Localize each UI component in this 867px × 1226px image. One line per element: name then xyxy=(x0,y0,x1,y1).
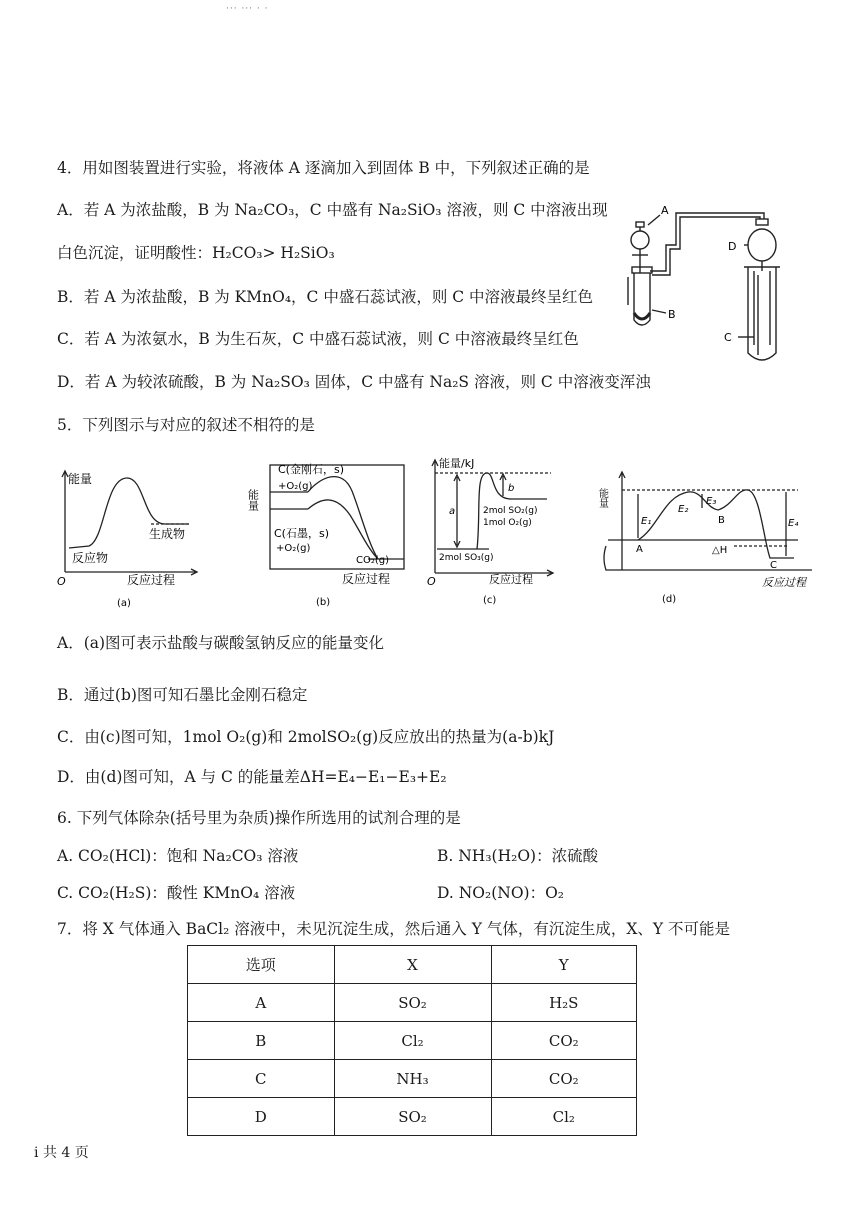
top-scan-mark: ··· ··· · · xyxy=(226,4,269,14)
q6-option-d: D. NO₂(NO)：O₂ xyxy=(437,884,564,902)
chart-b-upper-curve xyxy=(308,477,378,559)
chart-d-e4: E₄ xyxy=(788,518,799,529)
chart-d-e2: E₂ xyxy=(678,504,689,515)
q4-option-b: B．若 A 为浓盐酸，B 为 KMnO₄，C 中盛石蕊试液，则 C 中溶液最终呈红色 xyxy=(57,288,594,306)
chart-c-so2: 2mol SO₂(g) xyxy=(483,506,538,516)
q4-option-a-line1: A．若 A 为浓盐酸，B 为 Na₂CO₃，C 中盛有 Na₂SiO₃ 溶液，则 C 中溶液出现 xyxy=(57,201,608,219)
q7-cell: Cl₂ xyxy=(491,1098,637,1136)
chart-c-a: a xyxy=(449,506,456,517)
chart-d-caption: (d) xyxy=(662,594,677,605)
q4-apparatus-diagram xyxy=(620,195,790,370)
chart-d-state-a: A xyxy=(636,544,643,555)
chart-b-diamond: C(金刚石，s) xyxy=(278,463,344,476)
chart-b-co2: CO₂(g) xyxy=(356,555,390,566)
chart-b-graphite: C(石墨，s) xyxy=(274,527,329,540)
q7-table-header-row xyxy=(188,946,637,984)
funnel-bulb xyxy=(631,231,649,249)
q5-stem: 5．下列图示与对应的叙述不相符的是 xyxy=(57,416,315,434)
chart-b xyxy=(246,455,410,618)
q6-option-b: B. NH₃(H₂O)：浓硫酸 xyxy=(437,847,599,865)
chart-a-reactant: 反应物 xyxy=(72,551,109,565)
q7-cell: B xyxy=(188,1022,335,1060)
q7-cell: CO₂ xyxy=(491,1022,637,1060)
chart-c-origin: O xyxy=(427,575,436,588)
chart-b-ylabel: 能量 xyxy=(246,489,260,511)
table-row xyxy=(188,1060,637,1098)
q7-cell: SO₂ xyxy=(334,984,491,1022)
label-c: C xyxy=(724,331,732,344)
q7-cell: A xyxy=(188,984,335,1022)
chart-d-curve-2 xyxy=(718,490,794,558)
chart-c-caption: (c) xyxy=(483,595,497,606)
q4-option-d: D．若 A 为较浓硫酸，B 为 Na₂SO₃ 固体，C 中盛有 Na₂S 溶液，则 C 中溶液变浑浊 xyxy=(57,373,651,391)
chart-d-state-c: C xyxy=(770,560,777,571)
chart-b-graphite-o2: +O₂(g) xyxy=(276,543,311,554)
chart-d-dh: △H xyxy=(712,545,728,556)
chart-b-caption: (b) xyxy=(316,597,331,608)
page-count: 共 4 页 xyxy=(42,1145,89,1161)
q6-option-a: A. CO₂(HCl)：饱和 Na₂CO₃ 溶液 xyxy=(57,847,299,865)
q5-option-d: D．由(d)图可知，A 与 C 的能量差ΔH=E₄−E₁−E₃+E₂ xyxy=(57,768,447,786)
q7-cell: D xyxy=(188,1098,335,1136)
q5-option-c: C．由(c)图可知，1mol O₂(g)和 2molSO₂(g)反应放出的热量为(a-b)kJ xyxy=(57,728,555,746)
chart-c-xlabel: 反应过程 xyxy=(489,573,533,586)
q7-cell: C xyxy=(188,1060,335,1098)
chart-d-e3: E₃ xyxy=(706,496,717,507)
chart-a-xlabel: 反应过程 xyxy=(127,573,176,587)
q5-option-a: A．(a)图可表示盐酸与碳酸氢钠反应的能量变化 xyxy=(57,634,385,652)
page-footer xyxy=(34,1142,89,1162)
q7-cell: NH₃ xyxy=(334,1060,491,1098)
q7-cell: CO₂ xyxy=(491,1060,637,1098)
q4-option-c: C．若 A 为浓氨水，B 为生石灰，C 中盛石蕊试液，则 C 中溶液最终呈红色 xyxy=(57,330,579,348)
chart-a xyxy=(55,468,205,618)
footer-mark: i xyxy=(34,1145,39,1161)
chart-c-b: b xyxy=(508,483,515,494)
chart-a-caption: (a) xyxy=(117,598,131,609)
table-row xyxy=(188,1098,637,1136)
q7-header-x: X xyxy=(334,946,491,984)
q6-stem: 6. 下列气体除杂(括号里为杂质)操作所选用的试剂合理的是 xyxy=(57,809,461,827)
q7-header-y: Y xyxy=(491,946,637,984)
chart-a-product: 生成物 xyxy=(149,527,186,541)
q7-table xyxy=(187,945,637,1136)
label-a: A xyxy=(661,204,669,217)
label-b: B xyxy=(668,308,676,321)
q7-stem: 7．将 X 气体通入 BaCl₂ 溶液中，未见沉淀生成，然后通入 Y 气体，有沉淀生成，X、Y 不可能是 xyxy=(57,920,731,938)
chart-d-xlabel: 反应过程 xyxy=(762,576,806,589)
label-d: D xyxy=(728,240,737,253)
chart-d-e1: E₁ xyxy=(641,516,652,527)
q7-cell: Cl₂ xyxy=(334,1022,491,1060)
chart-c-ylabel: 能量/kJ xyxy=(439,457,475,470)
chart-c-so3: 2mol SO₃(g) xyxy=(439,553,494,563)
chart-c xyxy=(425,453,565,611)
chart-b-xlabel: 反应过程 xyxy=(342,572,391,586)
chart-a-origin: O xyxy=(57,575,66,588)
q4-option-a-line2: 白色沉淀，证明酸性：H₂CO₃> H₂SiO₃ xyxy=(57,244,335,262)
table-row xyxy=(188,984,637,1022)
q7-cell: H₂S xyxy=(491,984,637,1022)
chart-d-ylabel: 能量 xyxy=(596,488,608,508)
chart-b-diamond-o2: +O₂(g) xyxy=(278,481,313,492)
q4-stem: 4．用如图装置进行实验，将液体 A 逐滴加入到固体 B 中，下列叙述正确的是 xyxy=(57,159,590,177)
chart-c-o2: 1mol O₂(g) xyxy=(483,518,532,528)
chart-d-state-b: B xyxy=(718,515,725,526)
q6-option-c: C. CO₂(H₂S)：酸性 KMnO₄ 溶液 xyxy=(57,884,296,902)
q5-option-b: B．通过(b)图可知石墨比金刚石稳定 xyxy=(57,686,308,704)
q7-cell: SO₂ xyxy=(334,1098,491,1136)
q7-header-option: 选项 xyxy=(188,946,335,984)
chart-a-ylabel: 能量 xyxy=(68,472,93,486)
table-row xyxy=(188,1022,637,1060)
bulb-d xyxy=(748,229,776,261)
chart-d xyxy=(598,462,820,612)
